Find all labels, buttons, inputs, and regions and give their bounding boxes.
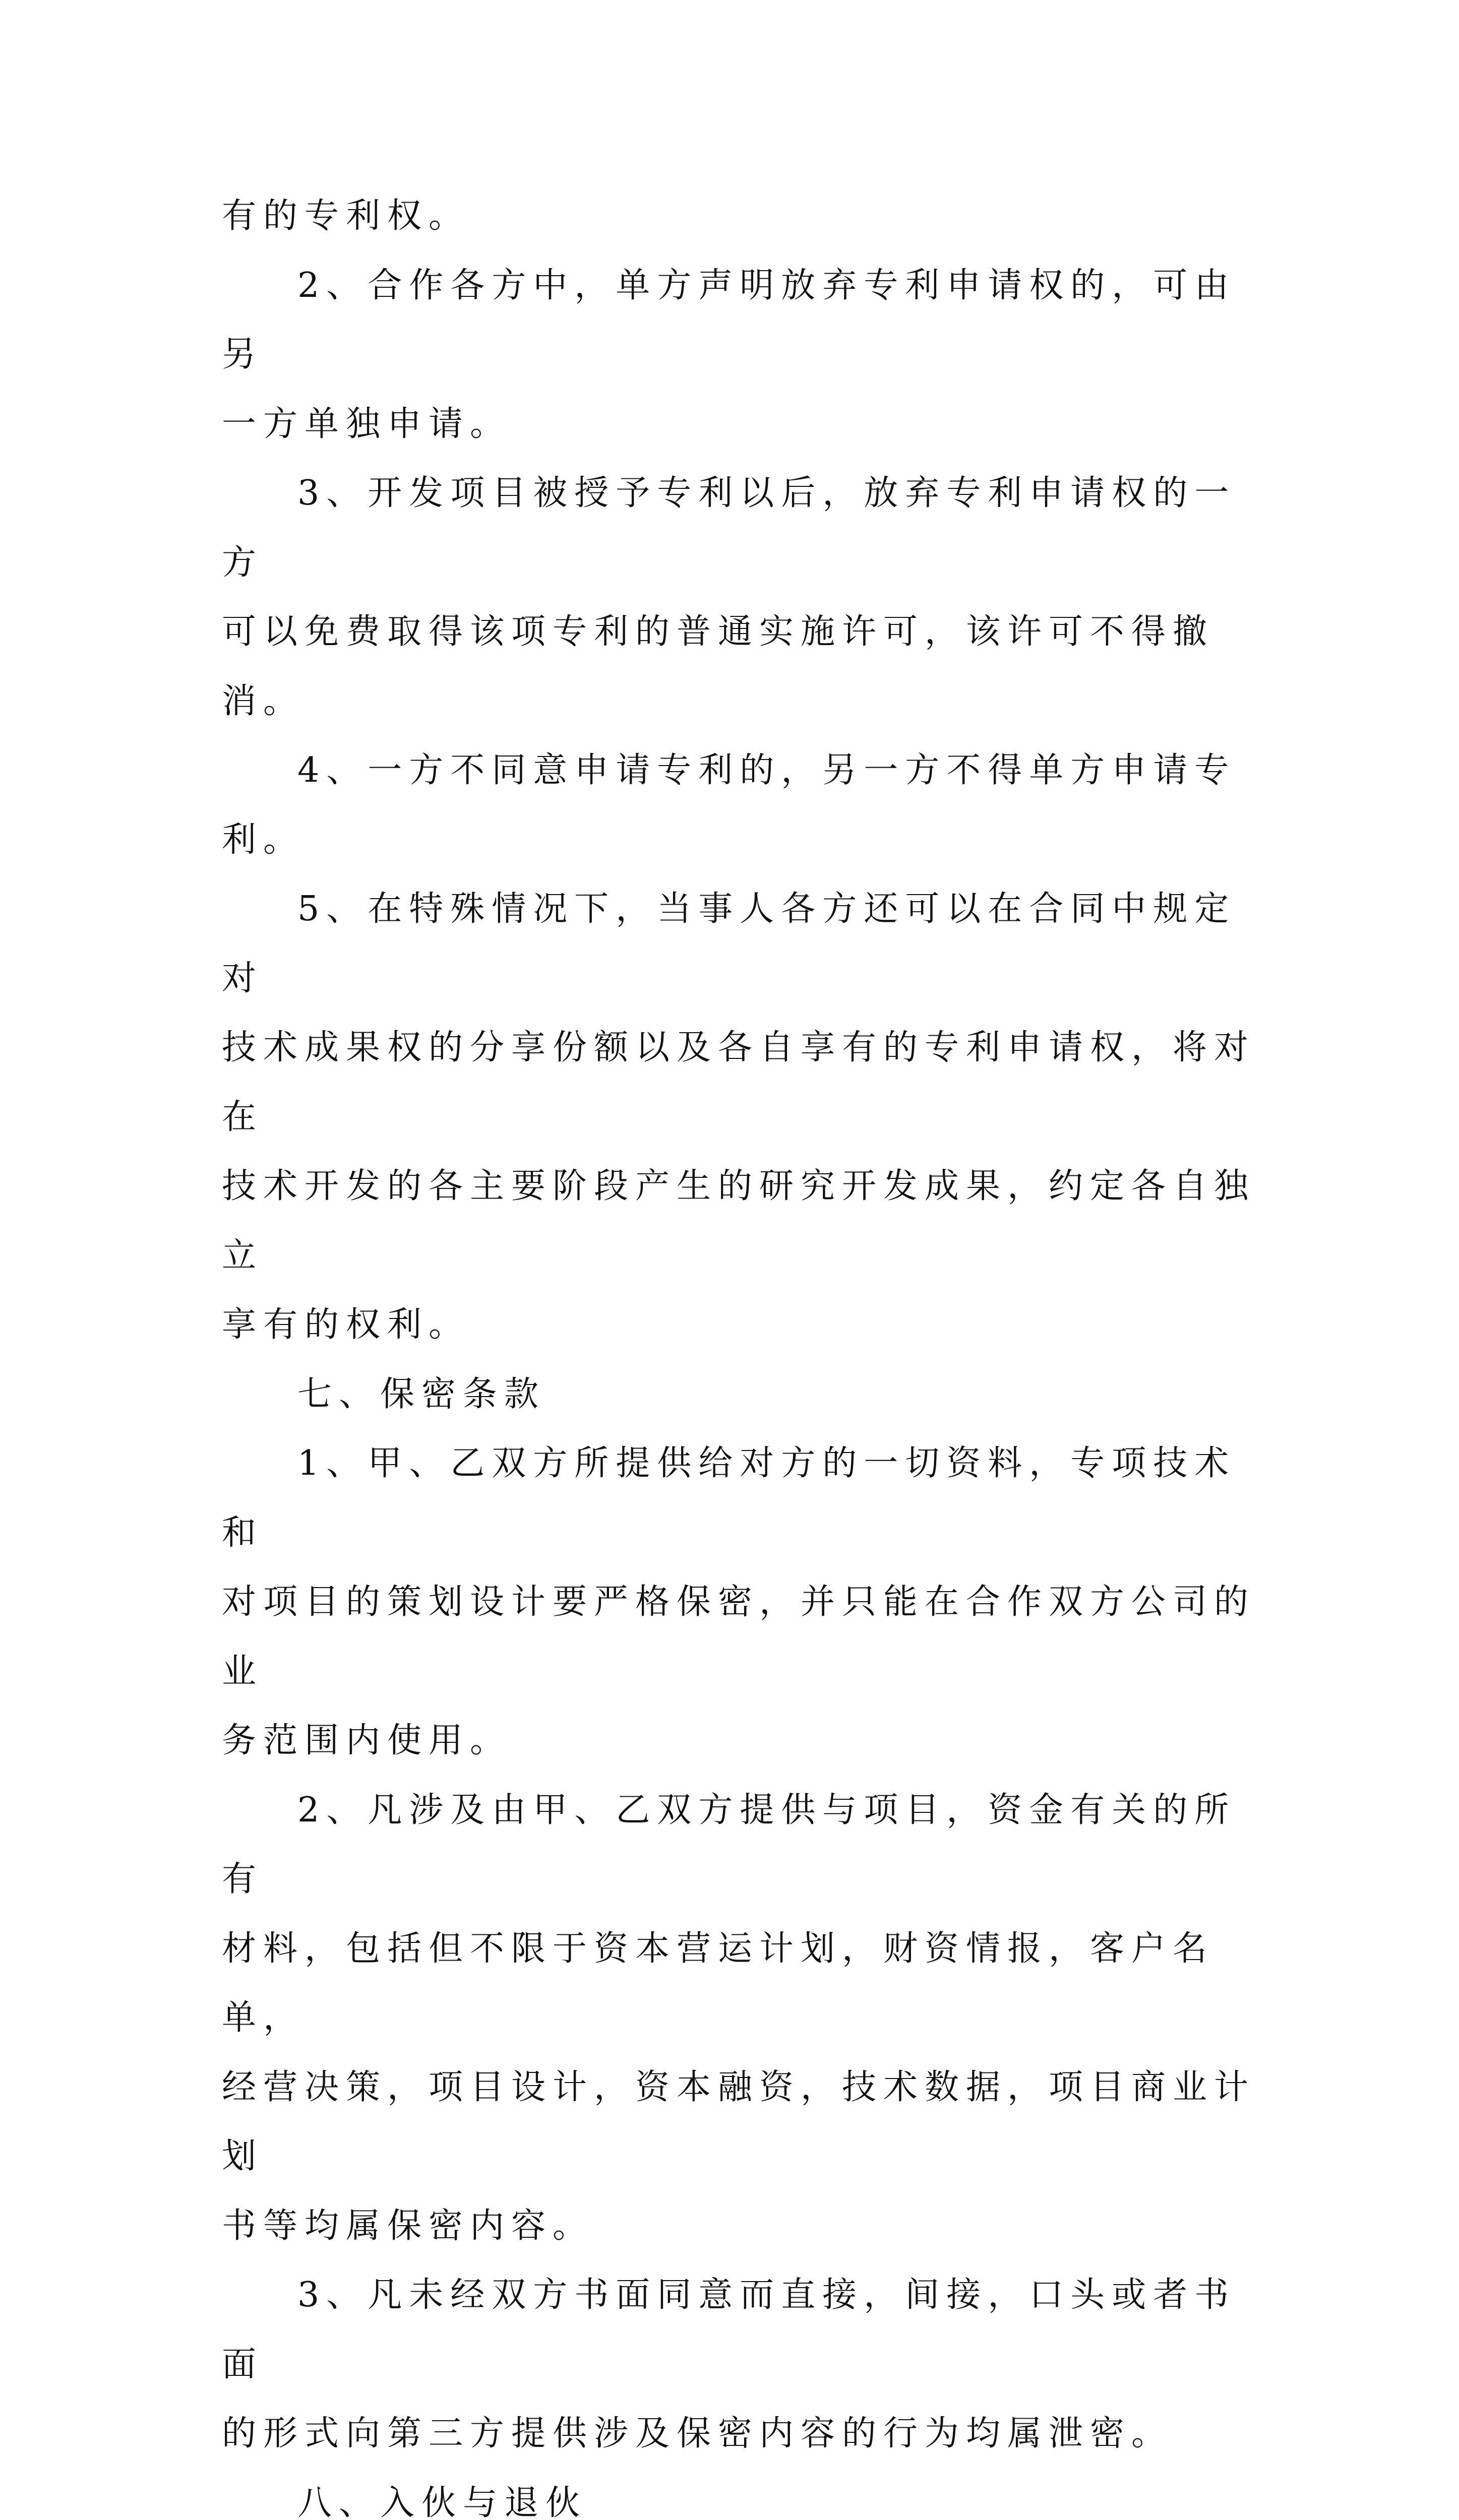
text-line: 享有的权利。 [222, 1305, 470, 1345]
text-line: 八、入伙与退伙 [297, 2483, 587, 2520]
text-line: 2、凡涉及由甲、乙双方提供与项目，资金有关的所有 [222, 1790, 1236, 1900]
paragraph-continued-patent-right [222, 181, 1260, 251]
paragraph-clause-2 [222, 251, 1260, 459]
text-line: 5、在特殊情况下，当事人各方还可以在合同中规定对 [222, 889, 1236, 998]
text-line: 对项目的策划设计要严格保密，并只能在合作双方公司的业 [222, 1582, 1255, 1691]
paragraph-confidentiality-2 [222, 1776, 1260, 2261]
paragraph-confidentiality-1 [222, 1429, 1260, 1776]
text-line: 3、开发项目被授予专利以后，放弃专利申请权的一方 [222, 473, 1236, 583]
text-line: 技术开发的各主要阶段产生的研究开发成果，约定各自独立 [222, 1166, 1255, 1276]
text-line: 技术成果权的分享份额以及各自享有的专利申请权，将对在 [222, 1028, 1255, 1137]
text-line: 1、甲、乙双方所提供给对方的一切资料，专项技术和 [222, 1443, 1236, 1553]
text-line: 3、凡未经双方书面同意而直接，间接，口头或者书面 [222, 2275, 1236, 2384]
text-line: 有的专利权。 [222, 196, 470, 236]
text-line: 务范围内使用。 [222, 1721, 511, 1760]
text-line: 一方单独申请。 [222, 404, 511, 444]
text-line: 材料，包括但不限于资本营运计划，财资情报，客户名单， [222, 1929, 1214, 2038]
text-line: 七、保密条款 [297, 1374, 545, 1414]
paragraph-clause-3 [222, 459, 1260, 736]
text-line: 2、合作各方中，单方声明放弃专利申请权的，可由另 [222, 266, 1236, 375]
text-line: 的形式向第三方提供涉及保密内容的行为均属泄密。 [222, 2414, 1173, 2453]
text-line: 可以免费取得该项专利的普通实施许可，该许可不得撤消。 [222, 612, 1214, 721]
text-line: 4、一方不同意申请专利的，另一方不得单方申请专利。 [222, 750, 1236, 860]
paragraph-clause-4 [222, 736, 1260, 874]
paragraph-confidentiality-3 [222, 2260, 1260, 2469]
section-heading-confidentiality [222, 1360, 1260, 1429]
section-heading-partnership [222, 2469, 1260, 2520]
text-line: 经营决策，项目设计，资本融资，技术数据，项目商业计划 [222, 2067, 1255, 2177]
document-body [222, 181, 1260, 2520]
text-line: 书等均属保密内容。 [222, 2206, 594, 2246]
paragraph-clause-5 [222, 874, 1260, 1360]
